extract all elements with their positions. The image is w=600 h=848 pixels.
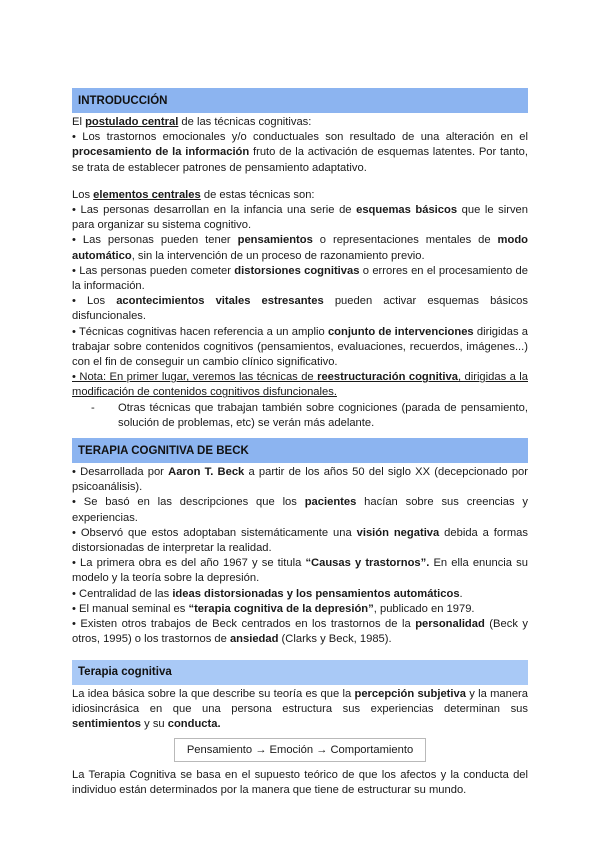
paragraph: • Los trastornos emocionales y/o conductuales son resultado de una alteración en el procesamiento de la información fruto de la activación de esquemas latentes. Por tanto, se trata de establecer patrones de pensamiento adaptativo. — [72, 131, 528, 174]
bullet-item: • Las personas desarrollan en la infancia una serie de esquemas básicos que le sirven para organizar su sistema cognitivo. — [72, 204, 529, 232]
document-page — [72, 88, 528, 799]
paragraph: Los elementos centrales de estas técnicas son: — [72, 188, 315, 201]
bullet-item: • Centralidad de las ideas distorsionadas y los pensamientos automáticos. — [72, 587, 463, 600]
dash-marker: - — [91, 401, 95, 414]
subsection-heading-terapia-cognitiva: Terapia cognitiva — [72, 660, 528, 685]
bullet-item: • Técnicas cognitivas hacen referencia a un amplio conjunto de intervenciones dirigidas a trabajar sobre contenidos cognitivos (pensamientos, evaluaciones, recuerdos, imágenes...) con el fin de conseguir un cambio clínico significativo. — [72, 325, 529, 369]
section-heading-introduccion: INTRODUCCIÓN — [72, 88, 528, 113]
bullet-item: • La primera obra es del año 1967 y se titula “Causas y trastornos”. En ella enuncia su modelo y la teoría sobre la depresión. — [72, 557, 528, 585]
paragraph: El postulado central de las técnicas cognitivas: — [72, 116, 312, 128]
bullet-item: • Observó que estos adoptaban sistemáticamente una visión negativa debida a formas distorsionadas de interpretar la realidad. — [72, 526, 528, 555]
bullet-item: • El manual seminal es “terapia cognitiva de la depresión”, publicado en 1979. — [72, 602, 475, 615]
flow-box: Pensamiento → Emoción → Comportamiento — [174, 738, 426, 762]
bullet-item: • Las personas pueden cometer distorsiones cognitivas o errores en el procesamiento de la información. — [72, 264, 528, 293]
paragraph: La Terapia Cognitiva se basa en el supuesto teórico de que los afectos y la conducta del individuo están determinados por la manera que tiene de estructurar su mundo. — [72, 769, 528, 797]
bullet-item: • Las personas pueden tener pensamientos o representaciones mentales de modo automático, sin la intervención de un proceso de razonamiento previo. — [72, 234, 528, 262]
bullet-item: • Los acontecimientos vitales estresantes pueden activar esquemas básicos disfuncionales. — [72, 295, 528, 323]
note-item: • Nota: En primer lugar, veremos las técnicas de reestructuración cognitiva, dirigidas a la modificación de contenidos cognitivos disfuncionales. — [72, 371, 528, 399]
bullet-item: • Desarrollada por Aaron T. Beck a partir de los años 50 del siglo XX (decepcionado por psicoanálisis). — [72, 466, 529, 494]
paragraph: La idea básica sobre la que describe su teoría es que la percepción subjetiva y la manera idiosincrásica en que una persona estructura sus experiencias determinan sus sentimientos y su conducta. — [72, 687, 529, 730]
bullet-item: • Se basó en las descripciones que los pacientes hacían sobre sus creencias y experiencias. — [72, 496, 529, 524]
bullet-item: • Existen otros trabajos de Beck centrados en los trastornos de la personalidad (Beck y otros, 1995) o los trastornos de ansiedad (Clarks y Beck, 1985). — [72, 618, 528, 646]
section-heading-beck: TERAPIA COGNITIVA DE BECK — [72, 438, 528, 463]
sub-bullet-item: - Otras técnicas que trabajan también sobre cogniciones (parada de pensamiento, solución de problemas, etc) se verán más adelante. — [72, 401, 528, 431]
